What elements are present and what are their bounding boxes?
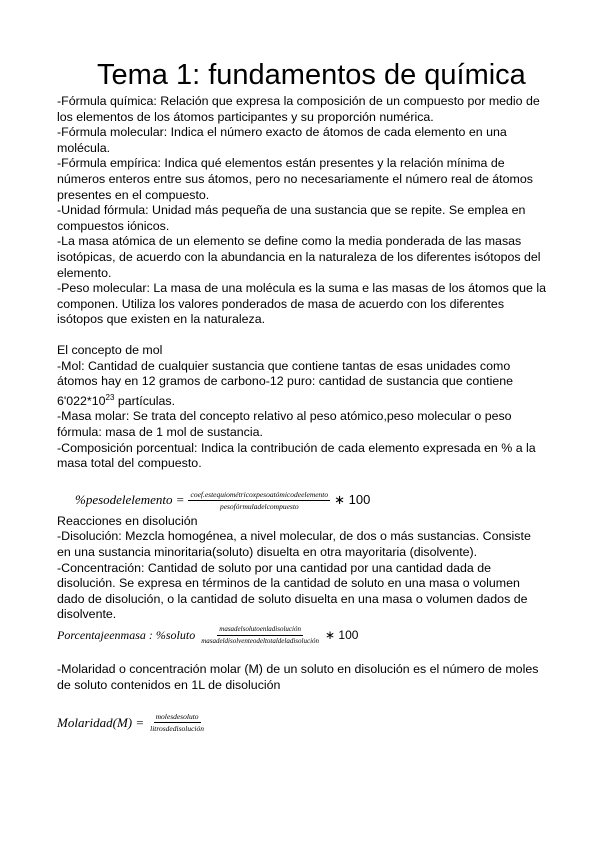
- formula-lhs: %pesodelelemento =: [75, 492, 185, 508]
- formula-denominator: masadeldisolventeodeltotaldeladisolución: [201, 636, 320, 645]
- formula-molarity: [57, 711, 547, 734]
- section-reacciones: [57, 514, 547, 623]
- section-mol: [57, 343, 547, 472]
- formula-percent-mass: [57, 624, 547, 647]
- document-page: [57, 58, 547, 734]
- formula-denominator: pesofórmuladelcompuesto: [219, 501, 299, 511]
- paragraph-unidad-formula: -Unidad fórmula: Unidad más pequeña de una sustancia que se repite. Se emplea en compuestos iónicos.: [57, 203, 526, 233]
- paragraph-formula-quimica: -Fórmula química: Relación que expresa la composición de un compuesto por medio de los elementos de los átomos participantes y su proporción numérica.: [57, 94, 540, 124]
- paragraph-peso-molecular: -Peso molecular: La masa de una molécula es la suma e las masas de los átomos que la componen. Utiliza los valores ponderados de masa de acuerdo con los diferentes isótopos que existen en la naturaleza.: [57, 281, 546, 327]
- formula-fraction: [188, 489, 330, 512]
- formula-lhs: Molaridad(M) =: [57, 714, 145, 730]
- formula-numerator: coef.estequiométricoxpesoatómicodeelemento: [190, 489, 329, 499]
- formula-numerator: molesdesoluto: [155, 712, 199, 722]
- formula-numerator: masadelsolutoenladisolución: [217, 624, 303, 636]
- spacer: [57, 647, 547, 662]
- formula-lhs: Porcentajeenmasa : %soluto: [57, 627, 196, 642]
- paragraph-disolucion: -Disolución: Mezcla homogénea, a nivel molecular, de dos o más sustancias. Consiste en una sustancia minoritaria(soluto) disuelta en otra mayoritaria (disolvente).: [57, 529, 531, 559]
- formula-fraction: [199, 624, 321, 647]
- formula-rhs: ∗ 100: [334, 492, 371, 508]
- formula-rhs: ∗ 100: [325, 628, 359, 643]
- section-heading-mol: El concepto de mol: [57, 342, 163, 357]
- formula-fraction: [148, 711, 206, 734]
- paragraph-concentracion: -Concentración: Cantidad de soluto por una cantidad por una cantidad dada de disolución. Se expresa en términos de la cantidad de soluto en una masa o volumen dado de disolución, o la cantidad de soluto disuelta en una masa o volumen dados de disolvente.: [57, 560, 528, 622]
- paragraph-mol: -Mol: Cantidad de cualquier sustancia que contiene tantas de esas unidades como átomos hay en 12 gramos de carbono-12 puro: cantidad de sustancia que contiene $6'022*10^{23}$ partículas.: [57, 358, 514, 408]
- paragraph-formula-empirica: -Fórmula empírica: Indica qué elementos están presentes y la relación mínima de números enteros entre sus átomos, pero no necesariamente el número real de átomos presentes en el compuesto.: [57, 156, 533, 202]
- page-title: Tema 1: fundamentos de química: [97, 59, 526, 91]
- paragraph-masa-atomica: -La masa atómica de un elemento se define como la media ponderada de las masas isotópicas, de acuerdo con la abundancia en la naturaleza de los diferentes isótopos del elemento.: [57, 234, 541, 280]
- paragraph-masa-molar: -Masa molar: Se trata del concepto relativo al peso atómico,peso molecular o peso fórmula: masa de 1 mol de sustancia.: [57, 409, 512, 439]
- formula-percent-element: [75, 489, 547, 512]
- paragraph-composicion-porcentual: -Composición porcentual: Indica la contribución de cada elemento expresada en % a la masa total del compuesto.: [57, 440, 536, 471]
- spacer: [57, 328, 547, 343]
- section-heading-reacciones: Reacciones en disolución: [57, 513, 198, 528]
- formula-denominator: litrosdedisolución: [150, 724, 205, 734]
- paragraph-formula-molecular: -Fórmula molecular: Indica el número exacto de átomos de cada elemento en una molécula.: [57, 125, 507, 155]
- paragraph-molaridad: -Molaridad o concentración molar (M) de un soluto en disolución es el número de moles de soluto contenidos en 1L de disolución: [57, 661, 539, 692]
- section-definitions: [57, 94, 547, 328]
